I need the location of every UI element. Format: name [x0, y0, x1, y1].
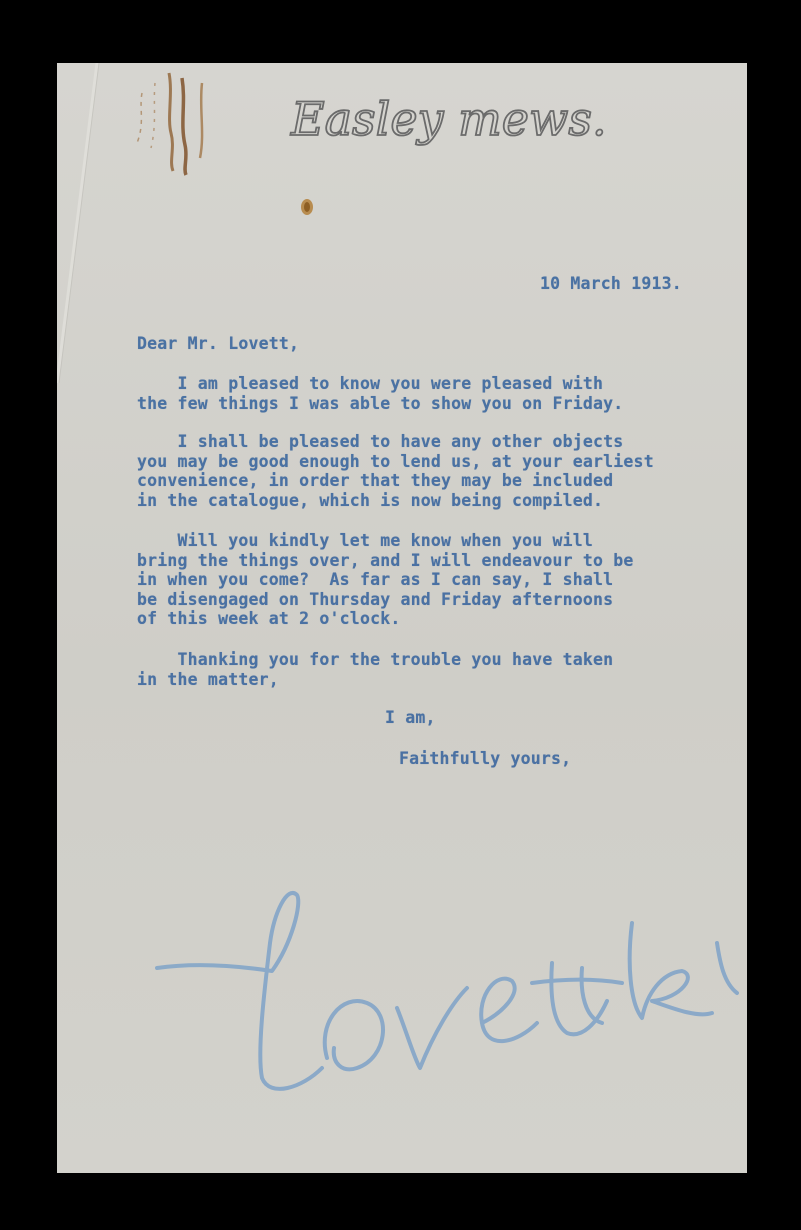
- rust-stain: [87, 63, 227, 223]
- paragraph-line: you may be good enough to lend us, at your earliest: [137, 451, 654, 471]
- paragraph-line: in the catalogue, which is now being compiled.: [137, 490, 604, 510]
- letter-paragraph-3: [137, 531, 634, 629]
- closing-line-1: I am,: [385, 708, 436, 727]
- paragraph-line: in when you come? As far as I can say, I shall: [137, 570, 614, 589]
- paragraph-line: Will you kindly let me know when you will: [137, 531, 594, 550]
- paragraph-line: in the matter,: [137, 669, 279, 689]
- closing-line-2: Faithfully yours,: [399, 749, 572, 768]
- paragraph-line: Thanking you for the trouble you have taken: [137, 650, 614, 669]
- letter-paragraph-1: [137, 374, 623, 413]
- paragraph-line: bring the things over, and I will endeavour to be: [137, 550, 634, 570]
- paragraph-line: I am pleased to know you were pleased with: [137, 374, 604, 393]
- handwritten-header-text: Easley mews.: [291, 92, 607, 146]
- letter-paragraph-2: [137, 432, 654, 510]
- paragraph-line: be disengaged on Thursday and Friday afternoons: [137, 589, 614, 609]
- paragraph-line: I shall be pleased to have any other objects: [137, 432, 624, 451]
- letter-salutation: Dear Mr. Lovett,: [137, 334, 300, 353]
- handwritten-header: [285, 85, 665, 155]
- rust-spot: [297, 193, 317, 221]
- letter-date: 10 March 1913.: [540, 274, 682, 293]
- letter-paragraph-4: [137, 650, 613, 689]
- handwritten-signature: [152, 883, 747, 1103]
- letter-page: [57, 63, 747, 1173]
- paragraph-line: convenience, in order that they may be included: [137, 471, 614, 490]
- paragraph-line: of this week at 2 o'clock.: [137, 609, 401, 628]
- paragraph-line: the few things I was able to show you on Friday.: [137, 393, 624, 413]
